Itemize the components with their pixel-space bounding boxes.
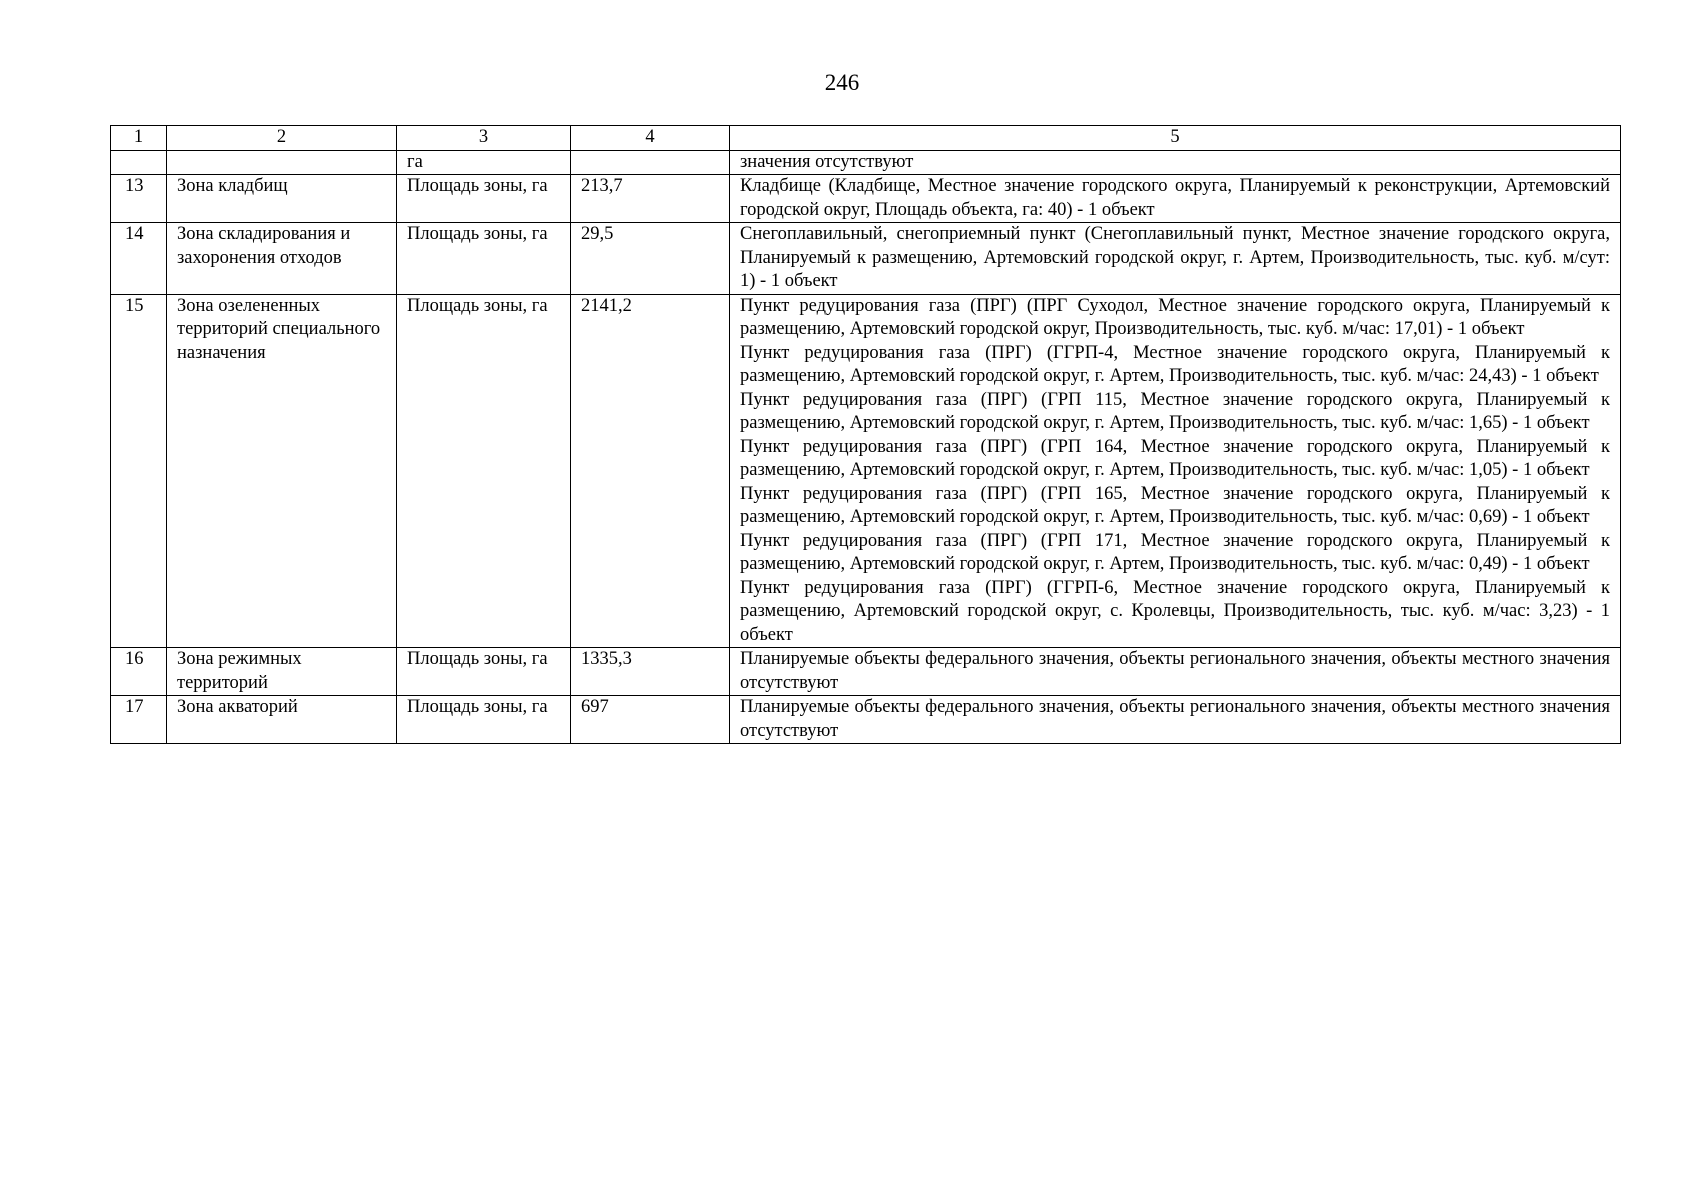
header-cell-5: 5	[730, 126, 1621, 151]
row-number-cell: 14	[111, 223, 167, 295]
indicator-cell: га	[397, 150, 571, 175]
zones-table	[110, 125, 1621, 744]
object-entry: Пункт редуцирования газа (ПРГ) (ГГРП-4, Местное значение городского округа, Планируемый к размещению, Артемовский городской округ, г. Артем, Производительность, тыс. куб. м/час: 24,43) - 1 объект	[740, 342, 1610, 386]
zone-name-cell: Зона акваторий	[167, 696, 397, 744]
row-number-cell: 13	[111, 175, 167, 223]
object-entry: Планируемые объекты федерального значения, объекты регионального значения, объекты местного значения отсутствуют	[740, 697, 1610, 741]
header-cell-1: 1	[111, 126, 167, 151]
table-row	[111, 696, 1621, 744]
object-entry: Планируемые объекты федерального значения, объекты регионального значения, объекты местного значения отсутствуют	[740, 649, 1610, 693]
value-cell: 2141,2	[571, 294, 730, 648]
object-entry: Пункт редуцирования газа (ПРГ) (ГРП 171, Местное значение городского округа, Планируемый к размещению, Артемовский городской округ, г. Артем, Производительность, тыс. куб. м/час: 0,49) - 1 объект	[740, 530, 1610, 574]
zone-name-cell: Зона режимных территорий	[167, 648, 397, 696]
header-cell-2: 2	[167, 126, 397, 151]
table-row	[111, 648, 1621, 696]
objects-cell	[730, 175, 1621, 223]
indicator-cell: Площадь зоны, га	[397, 223, 571, 295]
objects-cell	[730, 648, 1621, 696]
value-cell: 1335,3	[571, 648, 730, 696]
objects-cell	[730, 696, 1621, 744]
object-entry: значения отсутствуют	[740, 151, 914, 172]
zone-name-cell: Зона кладбищ	[167, 175, 397, 223]
value-cell: 697	[571, 696, 730, 744]
indicator-cell: Площадь зоны, га	[397, 294, 571, 648]
object-entry: Пункт редуцирования газа (ПРГ) (ГРП 164, Местное значение городского округа, Планируемый к размещению, Артемовский городской округ, г. Артем, Производительность, тыс. куб. м/час: 1,05) - 1 объект	[740, 436, 1610, 480]
row-number-cell	[111, 150, 167, 175]
table-row	[111, 294, 1621, 648]
table-row	[111, 223, 1621, 295]
value-cell: 29,5	[571, 223, 730, 295]
header-cell-3: 3	[397, 126, 571, 151]
indicator-cell: Площадь зоны, га	[397, 175, 571, 223]
indicator-cell: Площадь зоны, га	[397, 696, 571, 744]
object-entry: Пункт редуцирования газа (ПРГ) (ГРП 115, Местное значение городского округа, Планируемый к размещению, Артемовский городской округ, г. Артем, Производительность, тыс. куб. м/час: 1,65) - 1 объект	[740, 389, 1610, 433]
objects-cell	[730, 150, 1621, 175]
indicator-cell: Площадь зоны, га	[397, 648, 571, 696]
table-row	[111, 175, 1621, 223]
objects-cell	[730, 294, 1621, 648]
row-number-cell: 17	[111, 696, 167, 744]
row-number-cell: 15	[111, 294, 167, 648]
object-entry: Кладбище (Кладбище, Местное значение городского округа, Планируемый к реконструкции, Артемовский городской округ, Площадь объекта, га: 40) - 1 объект	[740, 176, 1610, 220]
zone-name-cell	[167, 150, 397, 175]
object-entry: Снегоплавильный, снегоприемный пункт (Снегоплавильный пункт, Местное значение городского округа, Планируемый к размещению, Артемовский городской округ, г. Артем, Производительность, тыс. куб. м/сут: 1) - 1 объект	[740, 224, 1610, 291]
table-header-row	[111, 126, 1621, 151]
row-number-cell: 16	[111, 648, 167, 696]
zone-name-cell: Зона складирования и захоронения отходов	[167, 223, 397, 295]
value-cell: 213,7	[571, 175, 730, 223]
object-entry: Пункт редуцирования газа (ПРГ) (ГГРП-6, Местное значение городского округа, Планируемый к размещению, Артемовский городской округ, с. Кролевцы, Производительность, тыс. куб. м/час: 3,23) - 1 объект	[740, 577, 1610, 645]
object-entry: Пункт редуцирования газа (ПРГ) (ПРГ Суходол, Местное значение городского округа, Планируемый к размещению, Артемовский городской округ, Производительность, тыс. куб. м/час: 17,01) - 1 объект	[740, 295, 1610, 339]
zone-name-cell: Зона озелененных территорий специального назначения	[167, 294, 397, 648]
objects-cell	[730, 223, 1621, 295]
value-cell	[571, 150, 730, 175]
header-cell-4: 4	[571, 126, 730, 151]
object-entry: Пункт редуцирования газа (ПРГ) (ГРП 165, Местное значение городского округа, Планируемый к размещению, Артемовский городской округ, г. Артем, Производительность, тыс. куб. м/час: 0,69) - 1 объект	[740, 483, 1610, 527]
table-row	[111, 150, 1621, 175]
page-number: 246	[824, 70, 860, 95]
